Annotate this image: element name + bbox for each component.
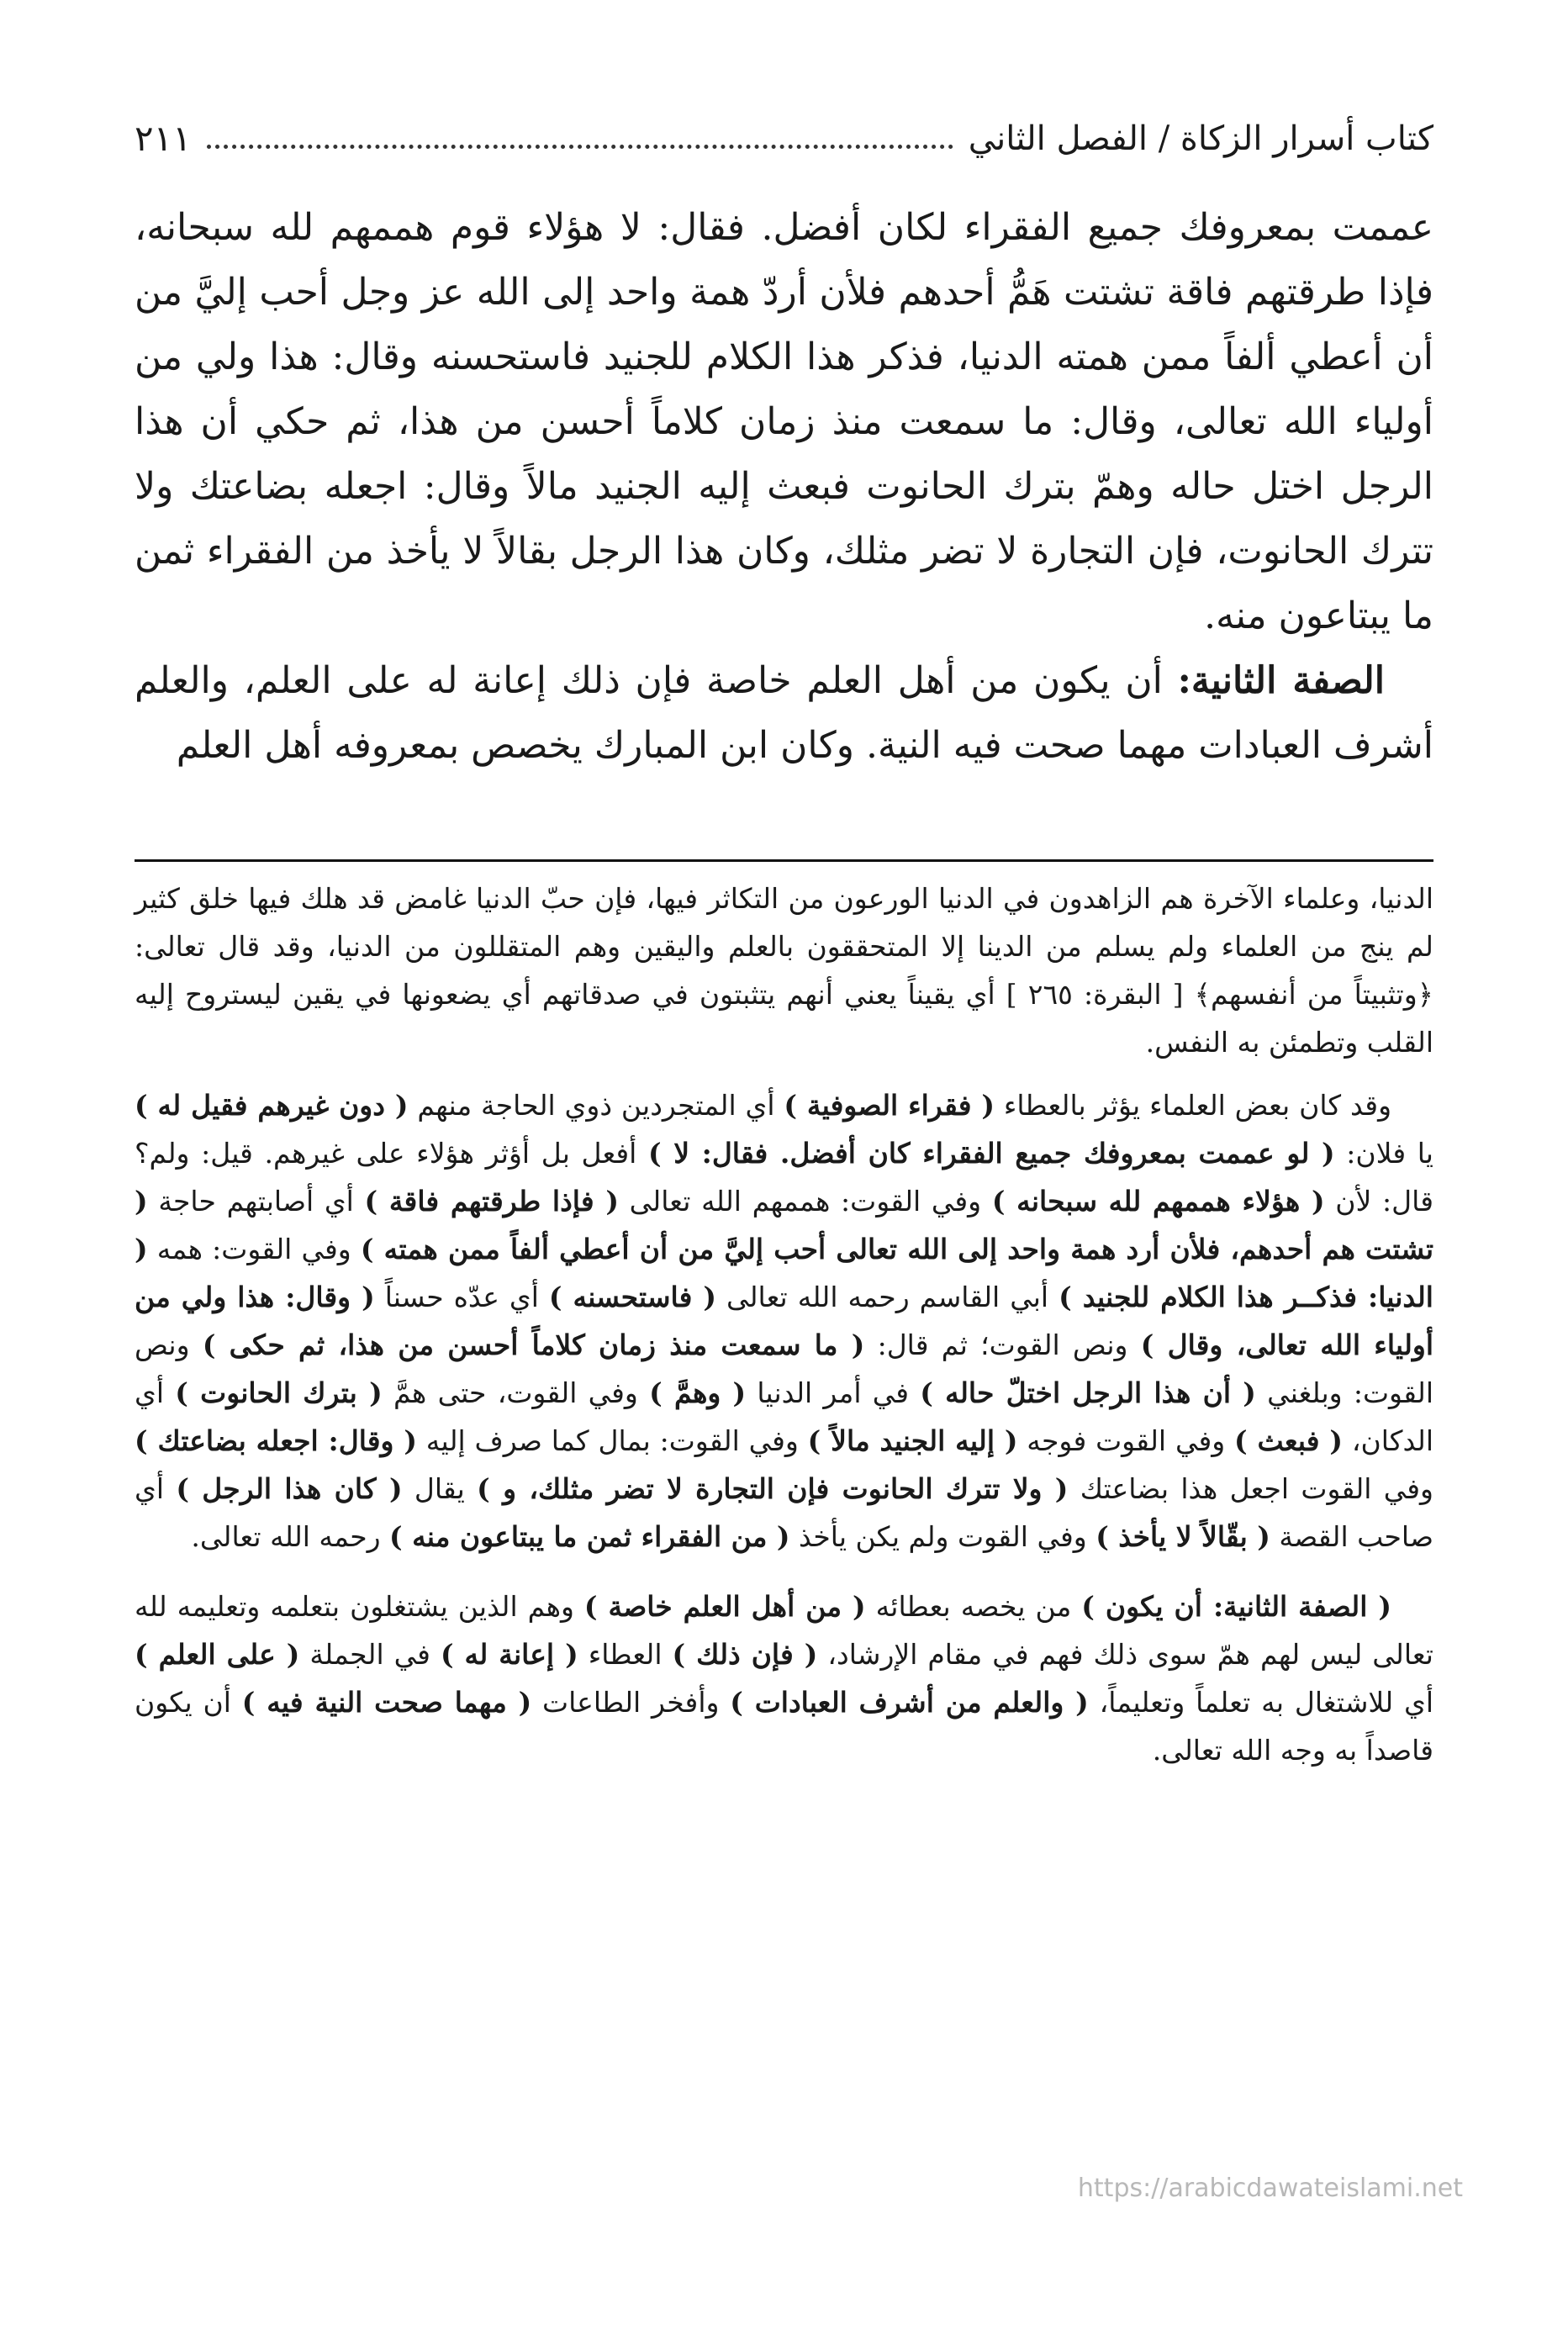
quoted-matn: ( لو عممت بمعروفك جميع الفقراء كان أفضل. فقال: لا ) [647, 1137, 1335, 1170]
commentary-text: رحمه الله تعالى. [191, 1520, 390, 1553]
commentary [135, 874, 1433, 1774]
quoted-matn: ( تشتت هم أحدهم، فلأن أرد همة واحد إلى الله تعالى أحب إليَّ من أن أعطي ألفاً ممن همته ) [135, 1185, 1434, 1265]
commentary-text: وأفخر الطاعات [531, 1686, 731, 1719]
commentary-text: يا فلان: [1334, 1137, 1433, 1170]
commentary-text: أي عدّه حسناً [374, 1281, 549, 1313]
commentary-text: وفي القوت: هممهم الله تعالى [618, 1185, 992, 1218]
quoted-matn: ( ولا تترك الحانوت فإن التجارة لا تضر مثلك، و ) [477, 1472, 1069, 1505]
quoted-matn: ( الصفة الثانية: أن يكون ) [1081, 1590, 1392, 1623]
commentary-paragraph [135, 1582, 1433, 1774]
quoted-matn: ( فبعث ) [1234, 1424, 1343, 1457]
quoted-matn: ( بقّالاً لا يأخذ ) [1095, 1520, 1270, 1553]
commentary-text: وهم الذين يشتغلون بتعلمه وتعليمه لله تعالى ليس لهم همّ سوى ذلك فهم في مقام الإرشاد، [135, 1590, 1433, 1671]
commentary-text: أي صاحب القصة [135, 1472, 1433, 1553]
quoted-matn: ( وهمَّ ) [649, 1376, 747, 1409]
running-header [135, 88, 1433, 164]
main-paragraph [135, 648, 1433, 778]
commentary-text: وفي القوت، حتى همَّ [382, 1376, 650, 1409]
footnote-divider [135, 859, 1433, 862]
paragraph-text: أن يكون من أهل العلم خاصة فإن ذلك إعانة له على العلم، والعلم أشرف العبادات مهما صحت فيه النية. وكان ابن المبارك يخصص بمعروفه أهل العلم [135, 659, 1433, 767]
quoted-matn: ( هؤلاء هممهم لله سبحانه ) [991, 1185, 1325, 1218]
commentary-text: أي الدكان، [135, 1376, 1434, 1457]
commentary-text: العطاء [578, 1638, 673, 1671]
commentary-text: ونص القوت: وبلغني [135, 1329, 1433, 1409]
quoted-matn: ( فاستحسنه ) [548, 1281, 716, 1313]
commentary-text: أي للاشتغال به تعلماً وتعليماً، [1088, 1686, 1433, 1719]
quoted-matn: ( والعلم من أشرف العبادات ) [730, 1686, 1089, 1719]
commentary-text: وفي القوت ولم يكن يأخذ [789, 1520, 1096, 1553]
commentary-text: من يخصه بعطائه [865, 1590, 1082, 1623]
quoted-matn: ( فقراء الصوفية ) [784, 1089, 995, 1122]
quoted-matn: ( أن هذا الرجل اختلّ حاله ) [920, 1376, 1256, 1409]
quoted-matn: ( من أهل العلم خاصة ) [583, 1590, 866, 1623]
quoted-matn: ( كان هذا الرجل ) [176, 1472, 403, 1505]
commentary-text: وقد كان بعض العلماء يؤثر بالعطاء [994, 1089, 1392, 1122]
section-lead: الصفة الثانية: [1177, 659, 1385, 702]
quoted-matn: ( على العلم ) [135, 1638, 300, 1671]
quoted-matn: ( إعانة له ) [440, 1638, 578, 1671]
watermark-url: https://arabicdawateislami.net [1077, 2174, 1463, 2203]
commentary-text: أفعل بل أؤثر هؤلاء على غيرهم. قيل: ولم؟ قال: لأن [135, 1137, 1433, 1218]
commentary-text: وفي القوت فوجه [1017, 1424, 1235, 1457]
main-text [135, 195, 1433, 778]
header-title: كتاب أسرار الزكاة / الفصل الثاني [968, 119, 1433, 158]
quoted-matn: ( فإذا طرقتهم فاقة ) [364, 1185, 619, 1218]
page-number: ٢١١ [135, 118, 192, 159]
commentary-text: أي أصابتهم حاجة [147, 1185, 365, 1218]
quoted-matn: ( وقال: هذا ولي من أولياء الله تعالى، وقال ) [135, 1281, 1433, 1361]
commentary-paragraph [135, 1081, 1433, 1561]
commentary-text: يقال [402, 1472, 478, 1505]
commentary-text: أي المتجردين ذوي الحاجة منهم [408, 1089, 784, 1122]
commentary-text: في أمر الدنيا [746, 1376, 921, 1409]
commentary-text: وفي القوت: همه [147, 1233, 361, 1265]
commentary-text: وفي القوت: بمال كما صرف إليه [416, 1424, 808, 1457]
commentary-text: ونص القوت؛ ثم قال: [864, 1329, 1141, 1361]
quoted-matn: ( وقال: اجعله بضاعتك ) [135, 1424, 417, 1457]
quoted-matn: ( ما سمعت منذ زمان كلاماً أحسن من هذا، ثم حكى ) [202, 1329, 865, 1361]
main-paragraph: عممت بمعروفك جميع الفقراء لكان أفضل. فقال: لا هؤلاء قوم هممهم لله سبحانه، فإذا طرقتهم فاقة تشتت هَمُّ أحدهم فلأن أردّ همة واحد إلى الله عز وجل أحب إليَّ من أن أعطي ألفاً ممن همته الدنيا، فذكر هذا الكلام للجنيد فاستحسنه وقال: هذا ولي من أولياء الله تعالى، وقال: ما سمعت منذ زمان كلاماً أحسن من هذا، ثم حكي أن هذا الرجل اختل حاله وهمّ بترك الحانوت فبعث إليه الجنيد مالاً وقال: اجعله بضاعتك ولا تترك الحانوت، فإن التجارة لا تضر مثلك، وكان هذا الرجل بقالاً لا يأخذ من الفقراء ثمن ما يبتاعون منه. [135, 206, 1433, 637]
quoted-matn: ( فإن ذلك ) [672, 1638, 818, 1671]
commentary-text: في الجملة [299, 1638, 441, 1671]
quoted-matn: ( مهما صحت النية فيه ) [241, 1686, 532, 1719]
quoted-matn: ( الدنيا: فذكــر هذا الكلام للجنيد ) [135, 1233, 1433, 1313]
commentary-text: أبي القاسم رحمه الله تعالى [715, 1281, 1059, 1313]
quoted-matn: ( بترك الحانوت ) [175, 1376, 383, 1409]
quoted-matn: ( من الفقراء ثمن ما يبتاعون منه ) [389, 1520, 790, 1553]
commentary-text: أن يكون قاصداً به وجه الله تعالى. [135, 1686, 1433, 1767]
commentary-paragraph: الدنيا، وعلماء الآخرة هم الزاهدون في الدنيا الورعون من التكاثر فيها، فإن حبّ الدنيا غامض قد هلك فيها خلق كثير لم ينج من العلماء ولم يسلم من الدينا إلا المتحققون بالعلم واليقين وهم المتقللون من الدنيا، وقد قال تعالى: ﴿وتثبيتاً من أنفسهم﴾ [ البقرة: ٢٦٥ ] أي يقيناً يعني أنهم يتثبتون في صدقاتهم أي يضعونها في يقين ليستروح إليه القلب وتطمئن به النفس. [135, 882, 1433, 1059]
commentary-text: وفي القوت اجعل هذا بضاعتك [1068, 1472, 1433, 1505]
quoted-matn: ( دون غيرهم فقيل له ) [135, 1089, 409, 1122]
header-dot-leader [207, 128, 953, 149]
quoted-matn: ( إليه الجنيد مالاً ) [807, 1424, 1018, 1457]
